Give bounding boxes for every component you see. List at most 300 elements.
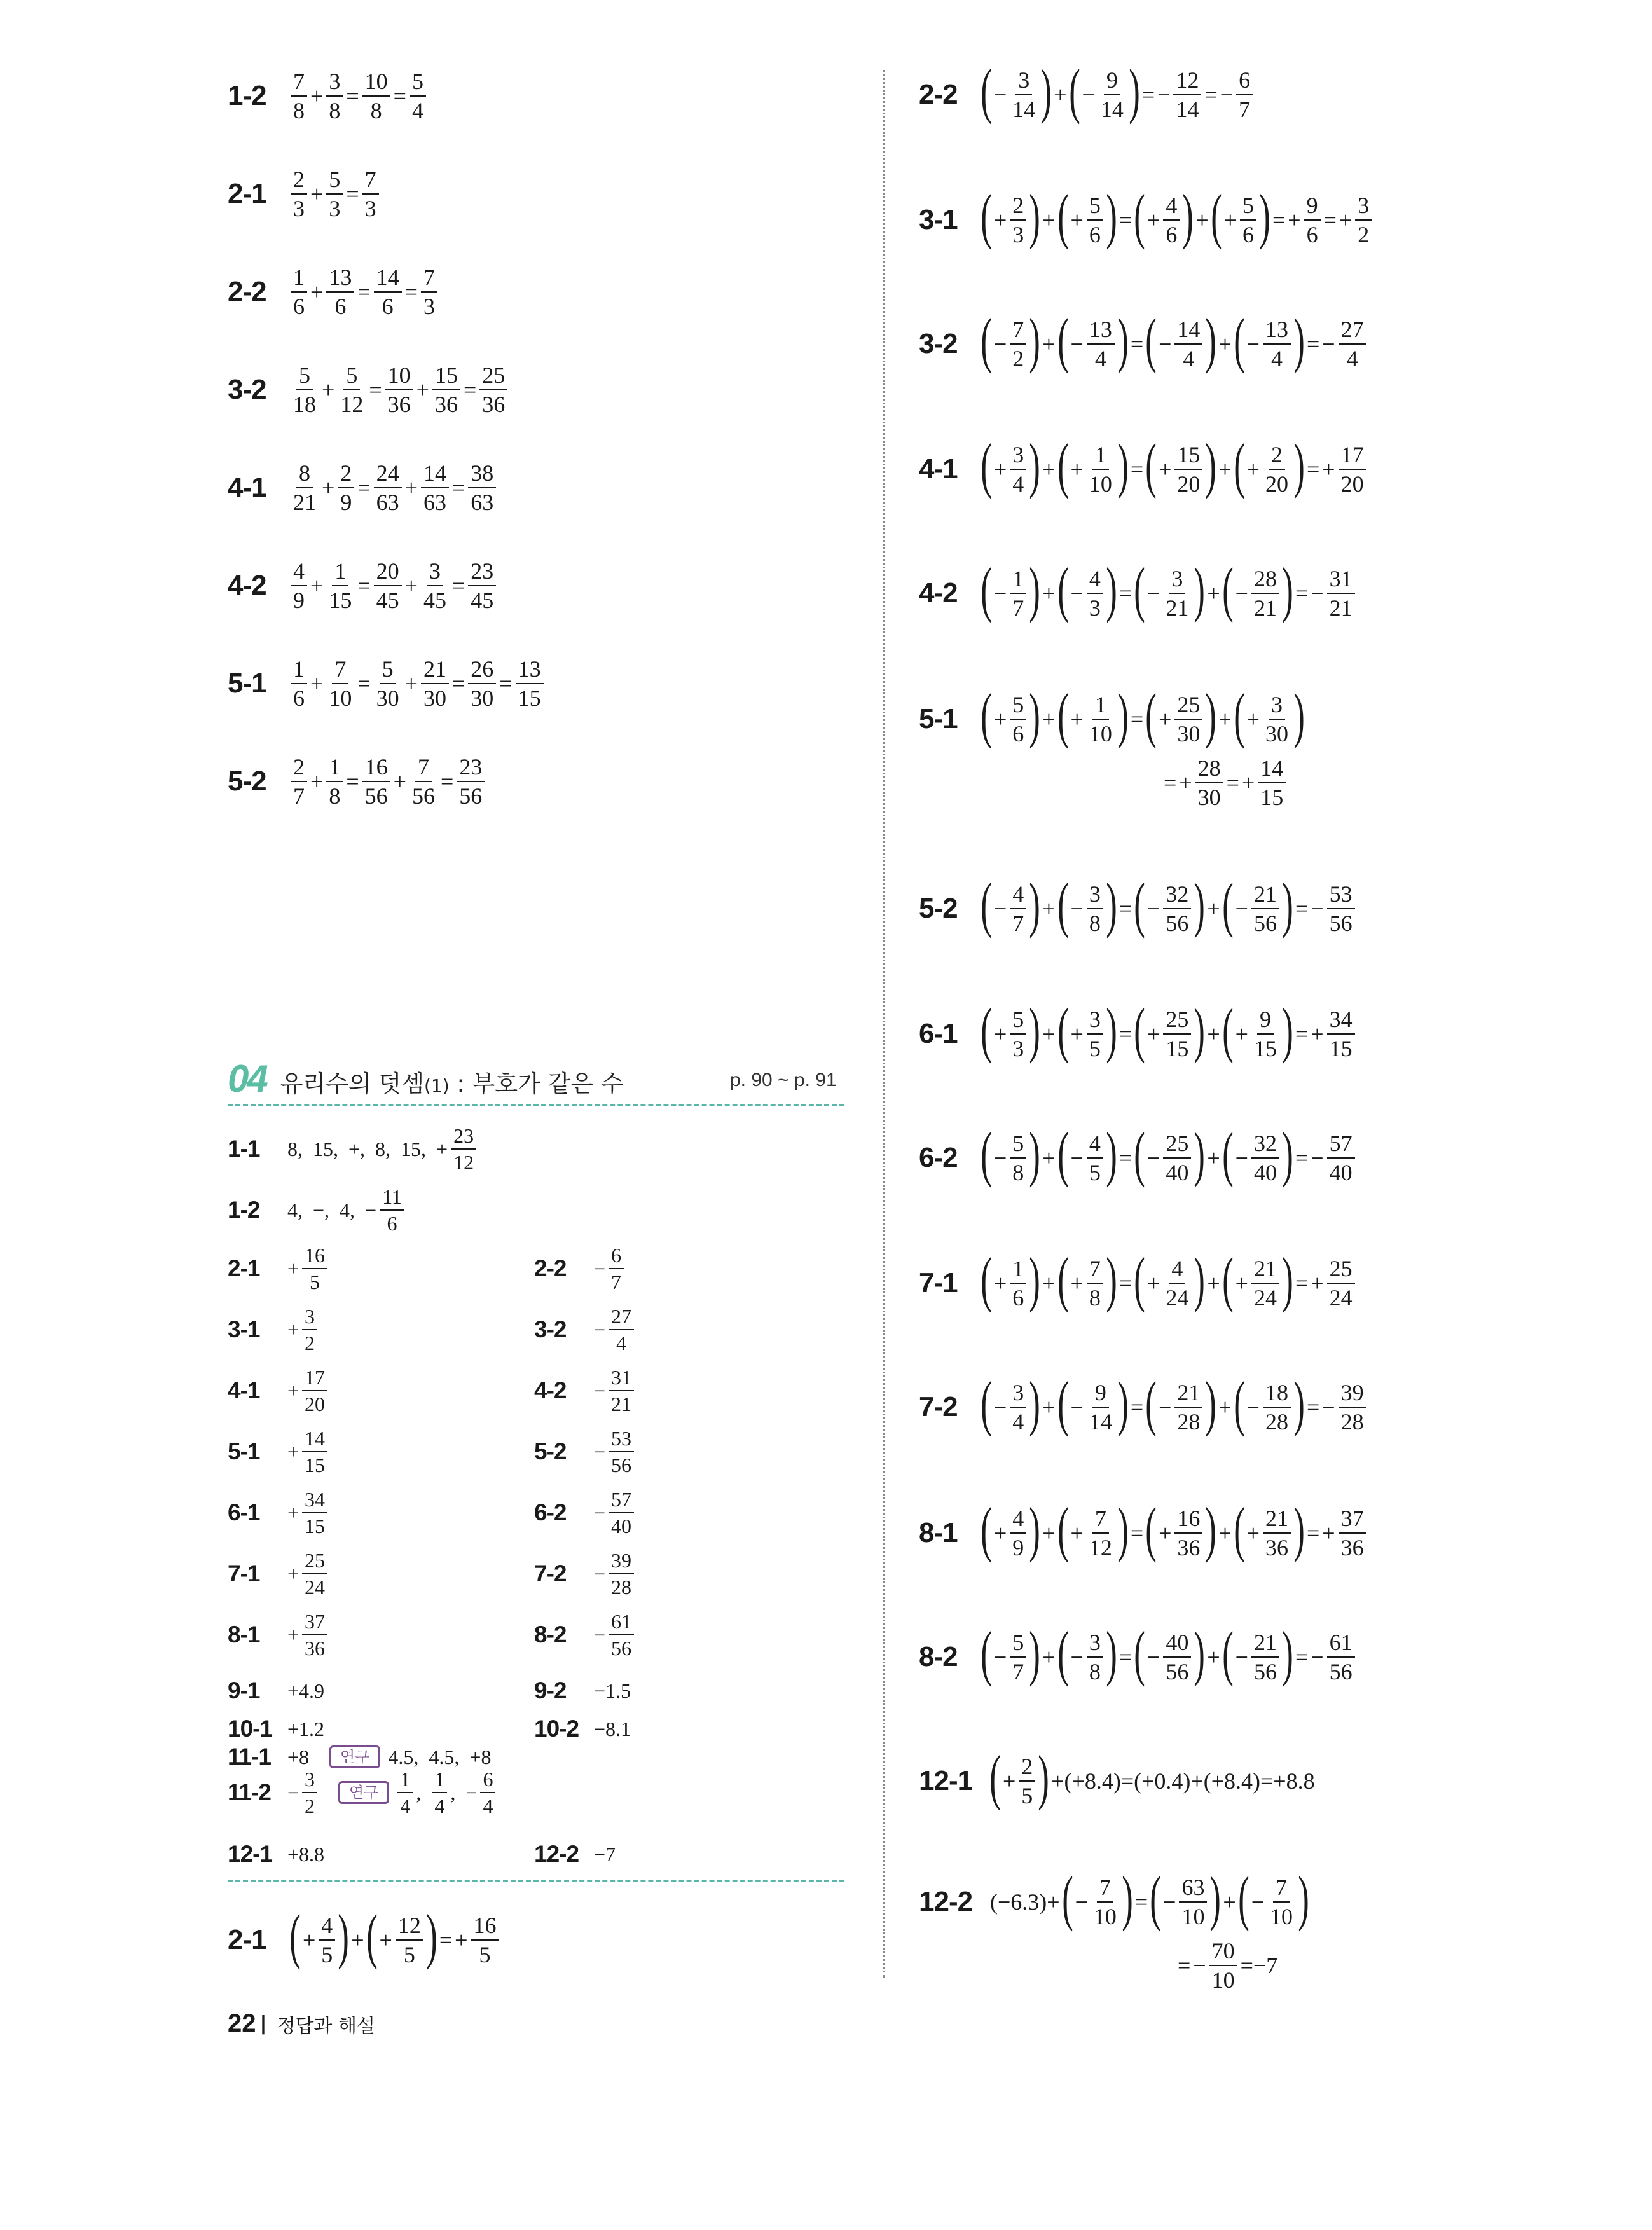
item-label: 5-1 <box>919 703 958 734</box>
fraction <box>1339 1507 1366 1559</box>
denominator: 20 <box>1340 471 1364 497</box>
math-text: + <box>1179 770 1192 795</box>
numerator: 9 <box>1304 194 1321 221</box>
numerator: 17 <box>302 1367 327 1391</box>
open-paren: ( <box>1210 181 1222 250</box>
math-text: + <box>404 475 418 500</box>
denominator: 8 <box>1089 1285 1101 1311</box>
math-text: − <box>1311 581 1324 606</box>
fraction <box>302 1550 327 1597</box>
math-text: = <box>1119 1145 1132 1171</box>
close-paren: ) <box>1038 1742 1050 1811</box>
math-text: − <box>1220 82 1234 107</box>
right-item-2-2 <box>919 56 1255 125</box>
denominator: 3 <box>364 196 376 221</box>
math-text: − <box>594 1562 606 1585</box>
denominator: 56 <box>459 783 483 809</box>
math-text: − <box>594 1623 606 1646</box>
math-text: + <box>1042 457 1056 482</box>
right-item-5-2 <box>919 870 1357 939</box>
close-paren: ) <box>1029 1494 1041 1563</box>
math-text <box>393 1138 398 1161</box>
item-label: 4-1 <box>228 1377 260 1403</box>
close-paren: ) <box>1293 430 1305 499</box>
fraction <box>1010 567 1026 619</box>
open-paren: ( <box>1233 680 1245 749</box>
fraction <box>1339 318 1366 370</box>
open-paren: ( <box>1150 1863 1161 1932</box>
open-paren: ( <box>989 1742 1001 1811</box>
item-label: 6-2 <box>534 1499 567 1525</box>
denominator: 8 <box>293 98 305 123</box>
numerator: 4 <box>1087 1132 1103 1159</box>
fraction <box>374 462 402 514</box>
fraction <box>1251 883 1279 935</box>
expression <box>286 1550 329 1597</box>
fraction <box>480 1769 495 1816</box>
denominator: 15 <box>1329 1036 1353 1061</box>
item-label: 3-2 <box>228 374 266 405</box>
numerator: 25 <box>1163 1132 1191 1159</box>
numerator: 31 <box>609 1367 634 1391</box>
numerator: 3 <box>326 70 343 97</box>
right-item-4-2 <box>919 554 1357 623</box>
math-text: + <box>1042 706 1056 732</box>
denominator: 8 <box>370 98 382 123</box>
fraction <box>1209 1939 1237 1992</box>
math-text: 8, <box>375 1137 391 1160</box>
expression <box>286 1745 310 1769</box>
fraction <box>1087 1132 1103 1184</box>
math-text: − <box>993 82 1007 107</box>
numerator: 6 <box>609 1245 624 1269</box>
expression <box>286 1489 329 1536</box>
numerator: 3 <box>427 560 443 586</box>
fraction <box>471 1914 499 1966</box>
numerator: 53 <box>1327 883 1355 909</box>
fraction <box>397 1769 413 1816</box>
math-text: 15, <box>401 1137 427 1160</box>
denominator: 5 <box>1089 1160 1101 1185</box>
footer-title: 정답과 해설 <box>277 2014 375 2037</box>
math-text: + <box>1207 1145 1220 1171</box>
math-text: − <box>287 1780 299 1804</box>
open-paren: ( <box>1057 305 1069 374</box>
denominator: 18 <box>293 392 316 417</box>
denominator: 40 <box>611 1515 632 1538</box>
denominator: 56 <box>364 783 388 809</box>
denominator: 6 <box>293 294 305 319</box>
item-label: 3-1 <box>228 1316 260 1342</box>
numerator: 2 <box>338 462 354 488</box>
numerator: 34 <box>302 1489 327 1513</box>
math-text <box>421 1745 426 1769</box>
close-paren: ) <box>1106 1119 1117 1188</box>
math-text: + <box>1042 1520 1056 1546</box>
numerator: 25 <box>1327 1257 1355 1284</box>
fraction <box>319 1914 335 1966</box>
math-text: − <box>993 1394 1007 1420</box>
denominator: 21 <box>293 490 316 515</box>
math-text: + <box>1042 207 1056 233</box>
denominator: 3 <box>423 294 435 319</box>
fraction <box>1010 1132 1026 1184</box>
fraction <box>1010 883 1026 935</box>
math-text: +8 <box>287 1745 310 1768</box>
item-label: 2-2 <box>228 276 266 307</box>
numerator: 17 <box>1339 443 1366 470</box>
expression <box>286 1306 319 1353</box>
numerator: 5 <box>1010 1631 1026 1658</box>
fraction <box>1010 318 1026 370</box>
close-paren: ) <box>1029 1368 1041 1437</box>
fraction <box>1010 1257 1026 1309</box>
left-item-5-2 <box>228 755 486 808</box>
item-label: 12-1 <box>919 1765 973 1796</box>
open-paren: ( <box>1134 181 1145 250</box>
math-text: + <box>1070 706 1084 732</box>
denominator: 28 <box>1265 1409 1288 1435</box>
denominator: 4 <box>411 98 423 123</box>
numerator: 5 <box>1087 194 1103 221</box>
numerator: 57 <box>609 1489 634 1513</box>
fraction <box>291 266 307 318</box>
open-paren: ( <box>1222 554 1234 623</box>
math-text: + <box>1042 331 1056 357</box>
open-paren: ( <box>1233 305 1245 374</box>
math-text <box>429 1138 434 1161</box>
numerator: 21 <box>1174 1381 1202 1408</box>
math-text: + <box>1218 457 1232 482</box>
numerator: 24 <box>374 462 402 488</box>
math-text: −8.1 <box>594 1717 631 1740</box>
numerator: 23 <box>457 755 485 782</box>
fraction <box>1163 1008 1191 1060</box>
open-paren: ( <box>981 1618 992 1687</box>
item-label: 8-1 <box>228 1621 260 1648</box>
fraction <box>338 462 354 514</box>
study-badge: 연구 <box>338 1781 389 1804</box>
open-paren: ( <box>1233 1368 1245 1437</box>
close-paren: ) <box>1182 181 1194 250</box>
numerator: 53 <box>609 1428 634 1452</box>
item-label: 9-1 <box>228 1677 260 1703</box>
open-paren: ( <box>981 1494 992 1563</box>
open-paren: ( <box>1057 870 1069 939</box>
close-paren: ) <box>1259 181 1270 250</box>
fraction <box>1251 567 1279 619</box>
math-text: + <box>1054 82 1067 107</box>
numerator: 32 <box>1163 883 1191 909</box>
item-label: 1-2 <box>228 80 266 111</box>
math-text: = <box>357 279 371 305</box>
item-label: 11-1 <box>228 1744 272 1770</box>
math-text: + <box>993 457 1007 482</box>
fraction <box>457 755 485 808</box>
numerator: 14 <box>302 1428 327 1452</box>
fraction <box>291 70 307 122</box>
numerator: 5 <box>1010 693 1026 720</box>
open-paren: ( <box>1233 430 1245 499</box>
item-label: 5-1 <box>228 668 266 699</box>
section-bottom-divider <box>228 1880 844 1882</box>
close-paren: ) <box>1205 1494 1217 1563</box>
math-text: + <box>322 377 335 403</box>
denominator: 56 <box>1329 1659 1353 1684</box>
close-paren: ) <box>1040 56 1052 125</box>
fraction <box>1087 1008 1103 1060</box>
math-text: = <box>1119 581 1132 606</box>
math-text: = <box>1295 1270 1309 1296</box>
numerator: 38 <box>468 462 496 488</box>
numerator: 9 <box>1104 69 1120 95</box>
numerator: 7 <box>415 755 432 782</box>
fraction <box>479 364 507 416</box>
section-title <box>280 1070 624 1098</box>
left-item-2-2 <box>228 266 439 318</box>
item-label: 4-1 <box>228 472 266 503</box>
math-text <box>341 1138 346 1161</box>
denominator: 28 <box>1340 1409 1364 1435</box>
section-title-rest: : 부호가 같은 수 <box>449 1070 624 1098</box>
math-text: +1.2 <box>287 1717 325 1740</box>
denominator: 5 <box>479 1942 491 1967</box>
denominator: 2 <box>305 1332 315 1354</box>
denominator: 56 <box>611 1454 632 1476</box>
close-paren: ) <box>1106 1618 1117 1687</box>
math-text: , <box>416 1780 422 1804</box>
numerator: 10 <box>385 364 413 390</box>
numerator: 21 <box>421 657 449 684</box>
fraction <box>1087 567 1103 619</box>
math-text: + <box>1218 706 1232 732</box>
numerator: 7 <box>1097 1876 1113 1903</box>
expression <box>980 181 1373 250</box>
numerator: 4 <box>1087 567 1103 594</box>
numerator: 7 <box>1092 1507 1109 1534</box>
right-item-6-1 <box>919 995 1357 1064</box>
denominator: 56 <box>411 783 435 809</box>
close-paren: ) <box>1205 1368 1217 1437</box>
right-item-12-1 <box>919 1742 1316 1811</box>
fraction <box>609 1550 634 1597</box>
denominator: 4 <box>1346 346 1358 371</box>
numerator: 5 <box>326 168 343 195</box>
close-paren: ) <box>1029 1119 1041 1188</box>
denominator: 36 <box>482 392 506 417</box>
math-text <box>423 1781 429 1805</box>
denominator: 21 <box>1253 595 1277 621</box>
expression <box>289 657 546 710</box>
open-paren: ( <box>1134 995 1145 1064</box>
fraction <box>421 657 449 710</box>
math-text: + <box>1218 1394 1232 1420</box>
expression <box>593 1367 636 1414</box>
close-paren: ) <box>1293 1494 1305 1563</box>
denominator: 6 <box>1166 222 1178 247</box>
fraction <box>1327 883 1355 935</box>
open-paren: ( <box>1057 430 1069 499</box>
math-text: = <box>357 671 371 696</box>
denominator: 4 <box>400 1794 411 1817</box>
expression <box>286 1717 326 1741</box>
denominator: 7 <box>1239 97 1251 122</box>
right-item-3-2 <box>919 305 1368 374</box>
section-pages: p. 90 ~ p. 91 <box>730 1070 837 1091</box>
answer-cell <box>228 1611 329 1658</box>
expression <box>980 305 1368 374</box>
denominator: 63 <box>423 490 446 515</box>
item-label: 4-2 <box>534 1377 567 1403</box>
fraction <box>326 266 354 318</box>
denominator: 12 <box>1089 1535 1112 1560</box>
fraction <box>326 657 354 710</box>
denominator: 4 <box>1183 346 1195 371</box>
math-text: , <box>450 1780 456 1804</box>
numerator: 3 <box>1269 693 1285 720</box>
fraction <box>1174 1381 1202 1433</box>
denominator: 36 <box>387 392 411 417</box>
math-text: = <box>1306 331 1320 357</box>
open-paren: ( <box>1222 1618 1234 1687</box>
expression <box>286 1187 406 1234</box>
fraction <box>1163 883 1191 935</box>
denominator: 10 <box>1089 721 1112 747</box>
math-text: − <box>1070 331 1084 357</box>
close-paren: ) <box>426 1901 437 1970</box>
section-title-sub: (1) <box>423 1075 450 1096</box>
fraction <box>1251 1631 1279 1683</box>
denominator: 24 <box>1166 1285 1189 1311</box>
numerator: 9 <box>1092 1381 1109 1408</box>
close-paren: ) <box>1106 870 1117 939</box>
math-text: − <box>993 896 1007 921</box>
numerator: 7 <box>291 70 307 97</box>
fraction <box>1087 883 1103 935</box>
fraction <box>1163 1132 1191 1184</box>
denominator: 36 <box>1340 1535 1364 1560</box>
expression <box>980 56 1255 125</box>
fraction <box>1087 443 1115 495</box>
numerator: 14 <box>374 266 402 293</box>
denominator: 15 <box>329 588 352 613</box>
math-text: +8 <box>469 1745 492 1768</box>
section-header <box>228 1057 624 1101</box>
denominator: 4 <box>1094 346 1106 371</box>
math-text: + <box>287 1440 299 1463</box>
denominator: 30 <box>423 685 446 711</box>
math-text: = <box>440 769 454 794</box>
close-paren: ) <box>1117 680 1129 749</box>
math-text: − <box>1159 1394 1172 1420</box>
denominator: 36 <box>434 392 458 417</box>
close-paren: ) <box>1029 870 1041 939</box>
study-badge: 연구 <box>329 1745 380 1768</box>
close-paren: ) <box>1194 1119 1206 1188</box>
denominator: 5 <box>403 1942 415 1967</box>
open-paren: ( <box>1134 554 1145 623</box>
math-text: = <box>1130 1394 1144 1420</box>
math-text: − <box>1311 1644 1324 1670</box>
item-label: 2-1 <box>228 178 266 209</box>
math-text: = <box>1204 82 1218 107</box>
denominator: 36 <box>1265 1535 1288 1560</box>
math-text: −7 <box>594 1842 616 1866</box>
item-label: 6-1 <box>919 1018 958 1049</box>
math-text: + <box>436 1137 448 1160</box>
fraction <box>1304 194 1321 246</box>
math-text: + <box>1042 1644 1056 1670</box>
denominator: 56 <box>1253 1659 1277 1684</box>
numerator: 1 <box>291 266 307 293</box>
math-text: = <box>1295 1145 1309 1171</box>
left-item-3-2 <box>228 364 509 416</box>
math-text: + <box>1159 1520 1172 1546</box>
math-text: + <box>1042 1394 1056 1420</box>
expression <box>286 1245 329 1292</box>
close-paren: ) <box>1194 554 1206 623</box>
math-text: + <box>1042 1021 1056 1047</box>
denominator: 8 <box>1089 1659 1101 1684</box>
denominator: 14 <box>1100 97 1124 122</box>
item-label: 8-1 <box>919 1517 958 1548</box>
denominator: 30 <box>1197 785 1221 810</box>
fraction <box>609 1306 634 1353</box>
denominator: 3 <box>1012 222 1024 247</box>
math-text: − <box>993 581 1007 606</box>
denominator: 8 <box>1012 1160 1024 1185</box>
math-text <box>305 1199 310 1222</box>
item-label: 2-1 <box>228 1255 260 1281</box>
math-text: − <box>594 1379 606 1402</box>
numerator: 16 <box>471 1914 499 1941</box>
close-paren: ) <box>1282 554 1293 623</box>
fraction <box>326 168 343 220</box>
denominator: 14 <box>1089 1409 1112 1435</box>
expression <box>286 1843 326 1866</box>
item-label: 4-2 <box>919 577 958 609</box>
fraction <box>302 1245 327 1292</box>
open-paren: ( <box>1057 181 1069 250</box>
close-paren: ) <box>1122 1863 1133 1932</box>
answer-cell <box>534 1306 636 1353</box>
math-text: + <box>310 279 324 305</box>
fraction <box>516 657 544 710</box>
open-paren: ( <box>981 305 992 374</box>
math-text: + <box>287 1623 299 1646</box>
fraction <box>1163 1631 1191 1683</box>
math-text: = <box>1130 706 1144 732</box>
numerator: 12 <box>396 1914 423 1941</box>
expression <box>980 1618 1357 1687</box>
fraction <box>1174 443 1202 495</box>
answer-cell <box>534 1611 636 1658</box>
denominator: 10 <box>1181 1904 1205 1929</box>
numerator: 28 <box>1251 567 1279 594</box>
numerator: 15 <box>1174 443 1202 470</box>
numerator: 13 <box>326 266 354 293</box>
denominator: 45 <box>376 588 399 613</box>
math-text: − <box>594 1440 606 1463</box>
item-label: 7-2 <box>919 1391 958 1422</box>
math-text: + <box>1070 207 1084 233</box>
fraction <box>1010 69 1038 121</box>
close-paren: ) <box>1209 1863 1222 1932</box>
math-text: + <box>393 769 406 794</box>
math-text: + <box>1002 1768 1016 1794</box>
numerator: 1 <box>432 1769 447 1793</box>
item-label: 1-2 <box>228 1197 260 1223</box>
